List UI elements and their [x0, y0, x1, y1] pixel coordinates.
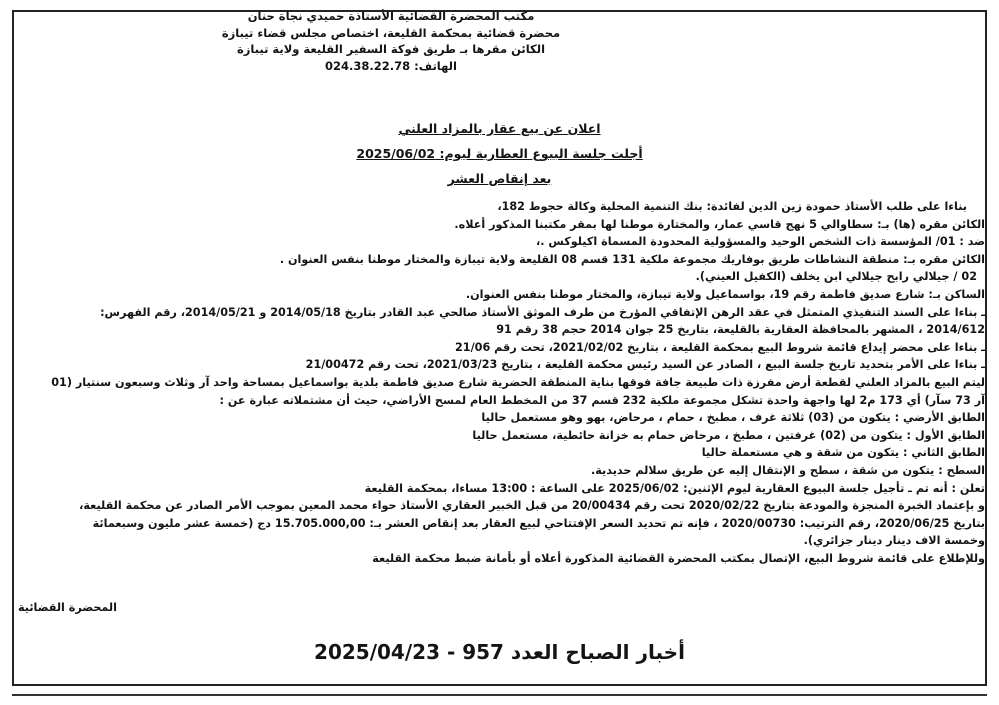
body-line: وخمسة الاف دينار دينار جزائري).: [803, 534, 985, 548]
body-line: الكائن مقره بـ: منطقة النشاطات طريق بوفاريك مجموعة ملكية 131 قسم 08 القليعة ولاية تيبازة والمختار موطنا بنفس العنوان .: [279, 252, 985, 266]
body-line: الطابق الأول : يتكون من (02) غرفتين ، مطبخ ، مرحاض حمام به خزانة حائطية، مستعمل حاليا: [472, 428, 985, 442]
body-line: آر 73 سآر) أي 173 م2 لها واجهة واحدة تشكل مجموعة ملكية 232 قسم 37 من المخطط العام لمسح الأراضي، حيث أن مشتملاته عبارة عن :: [219, 393, 985, 407]
announcement-body: [14, 198, 985, 567]
office-phone: الهاتف: 024.38.22.78: [325, 58, 457, 73]
body-line: ليتم البيع بالمزاد العلني لقطعة أرض مفرزة ذات طبيعة جافة فوقها بناية المنطقة الحضرية شارع صديق فاطمة بلدية بواسماعيل بمساحة واحد آر وثلاث وسبعون سنتيار (01: [51, 375, 985, 389]
signature: المحضرة القضائية: [18, 601, 117, 614]
body-line: بتاريخ 2020/06/25، رقم الترتيب: 2020/00730 ، فإنه تم تحديد السعر الإفتتاحي لبيع العقار بعد إنقاص العشر بـ: 15.705.000,00 دج (خمسة عشر مليون وسبعمائة: [92, 516, 985, 530]
announcement-title: اعلان عن بيع عقار بالمزاد العلني: [398, 121, 601, 136]
body-line: 2014/612 ، المشهر بالمحافظة العقارية بالقليعة، بتاريخ 25 جوان 2014 حجم 38 رقم 91: [496, 323, 985, 337]
bailiff-office-header: [161, 8, 621, 74]
body-line: ـ بناءا على محضر إيداع قائمة شروط البيع بمحكمة القليعة ، بتاريخ 2021/02/02، تحت رقم 21/06: [455, 340, 985, 354]
body-line: ـ بناءا على الأمر بتحديد تاريخ جلسة البيع ، الصادر عن السيد رئيس محكمة القليعة ، بتاريخ 2021/03/23، تحت رقم 21/00472: [305, 358, 985, 372]
office-address: الكائن مقرها بـ طريق فوكة السفير القليعة ولاية تيبازة: [236, 42, 546, 56]
body-line: الكائن مقره (ها) بـ: سطاوالي 5 نهج قاسي عمار، والمختارة موطنا لها بمقر مكتبنا المذكور أعلاه.: [454, 217, 985, 231]
office-jurisdiction: محضرة قضائية بمحكمة القليعة، اختصاص مجلس قضاء تيبازة: [221, 25, 561, 40]
body-line: الطابق الثاني : يتكون من شقة و هي مستعملة حاليا: [701, 446, 985, 460]
office-name: مكتب المحضرة القضائية الأستاذة حميدي نجاة حنان: [247, 9, 535, 23]
body-line: و بإعتماد الخبرة المنجزة والمودعة بتاريخ 2020/02/22 تحت رقم 20/00434 من قبل الخبير العقاري الأستاذ حواء محمد المعين بموجب الأمر الصادر عن محكمة القليعة،: [79, 499, 985, 513]
body-line: وللإطلاع على قائمة شروط البيع، الإتصال بمكتب المحضرة القضائية المذكورة أعلاه أو بأمانة ضبط محكمة القليعة: [372, 551, 985, 565]
body-line: تعلن : أنه تم ـ تأجيل جلسة البيوع العقارية ليوم الإثنين: 2025/06/02 على الساعة : 13:00 مساءا، بمحكمة القليعة: [364, 481, 985, 495]
newspaper-footer: أخبار الصباح العدد 957 - 2025/04/23: [314, 640, 685, 664]
frame-bottom-rule: [12, 684, 987, 686]
body-line: 02 / جيلالي رابح جيلالي ابن يخلف (الكفيل العيني).: [695, 270, 977, 284]
price-reduction-title: بعد إنقاص العشر: [447, 171, 552, 186]
body-line: بناءا على طلب الأستاذ حمودة زين الدين لفائدة: بنك التنمية المحلية وكالة حجوط 182،: [497, 200, 967, 213]
body-line: ضد : 01/ المؤسسة ذات الشخص الوحيد والمسؤولية المحدودة المسماة اكيلوكس .،: [536, 235, 985, 249]
postponed-session-title: أجلت جلسة البيوع العطارية ليوم: 2025/06/02: [356, 146, 643, 161]
announcement-titles: [0, 116, 999, 191]
body-line: ـ بناءا على السند التنفيذي المتمثل في عقد الرهن الإتفاقي المؤرخ من طرف الموثق الأستاذ صالحي عبد القادر بتاريخ 2014/05/18 و 2014/05/21، رقم الفهرس:: [100, 305, 985, 319]
body-line: الطابق الأرضي : يتكون من (03) ثلاثة غرف ، مطبخ ، حمام ، مرحاض، بهو وهو مستعمل حاليا: [481, 411, 985, 425]
footer-divider: [12, 694, 987, 696]
body-line: الساكن بـ: شارع صديق فاطمة رقم 19، بواسماعيل ولاية تيبازة، والمختار موطنا بنفس العنوان.: [465, 287, 985, 301]
body-line: السطح : يتكون من شقة ، سطح و الإنتقال إليه عن طريق سلالم حديدية.: [591, 463, 985, 477]
